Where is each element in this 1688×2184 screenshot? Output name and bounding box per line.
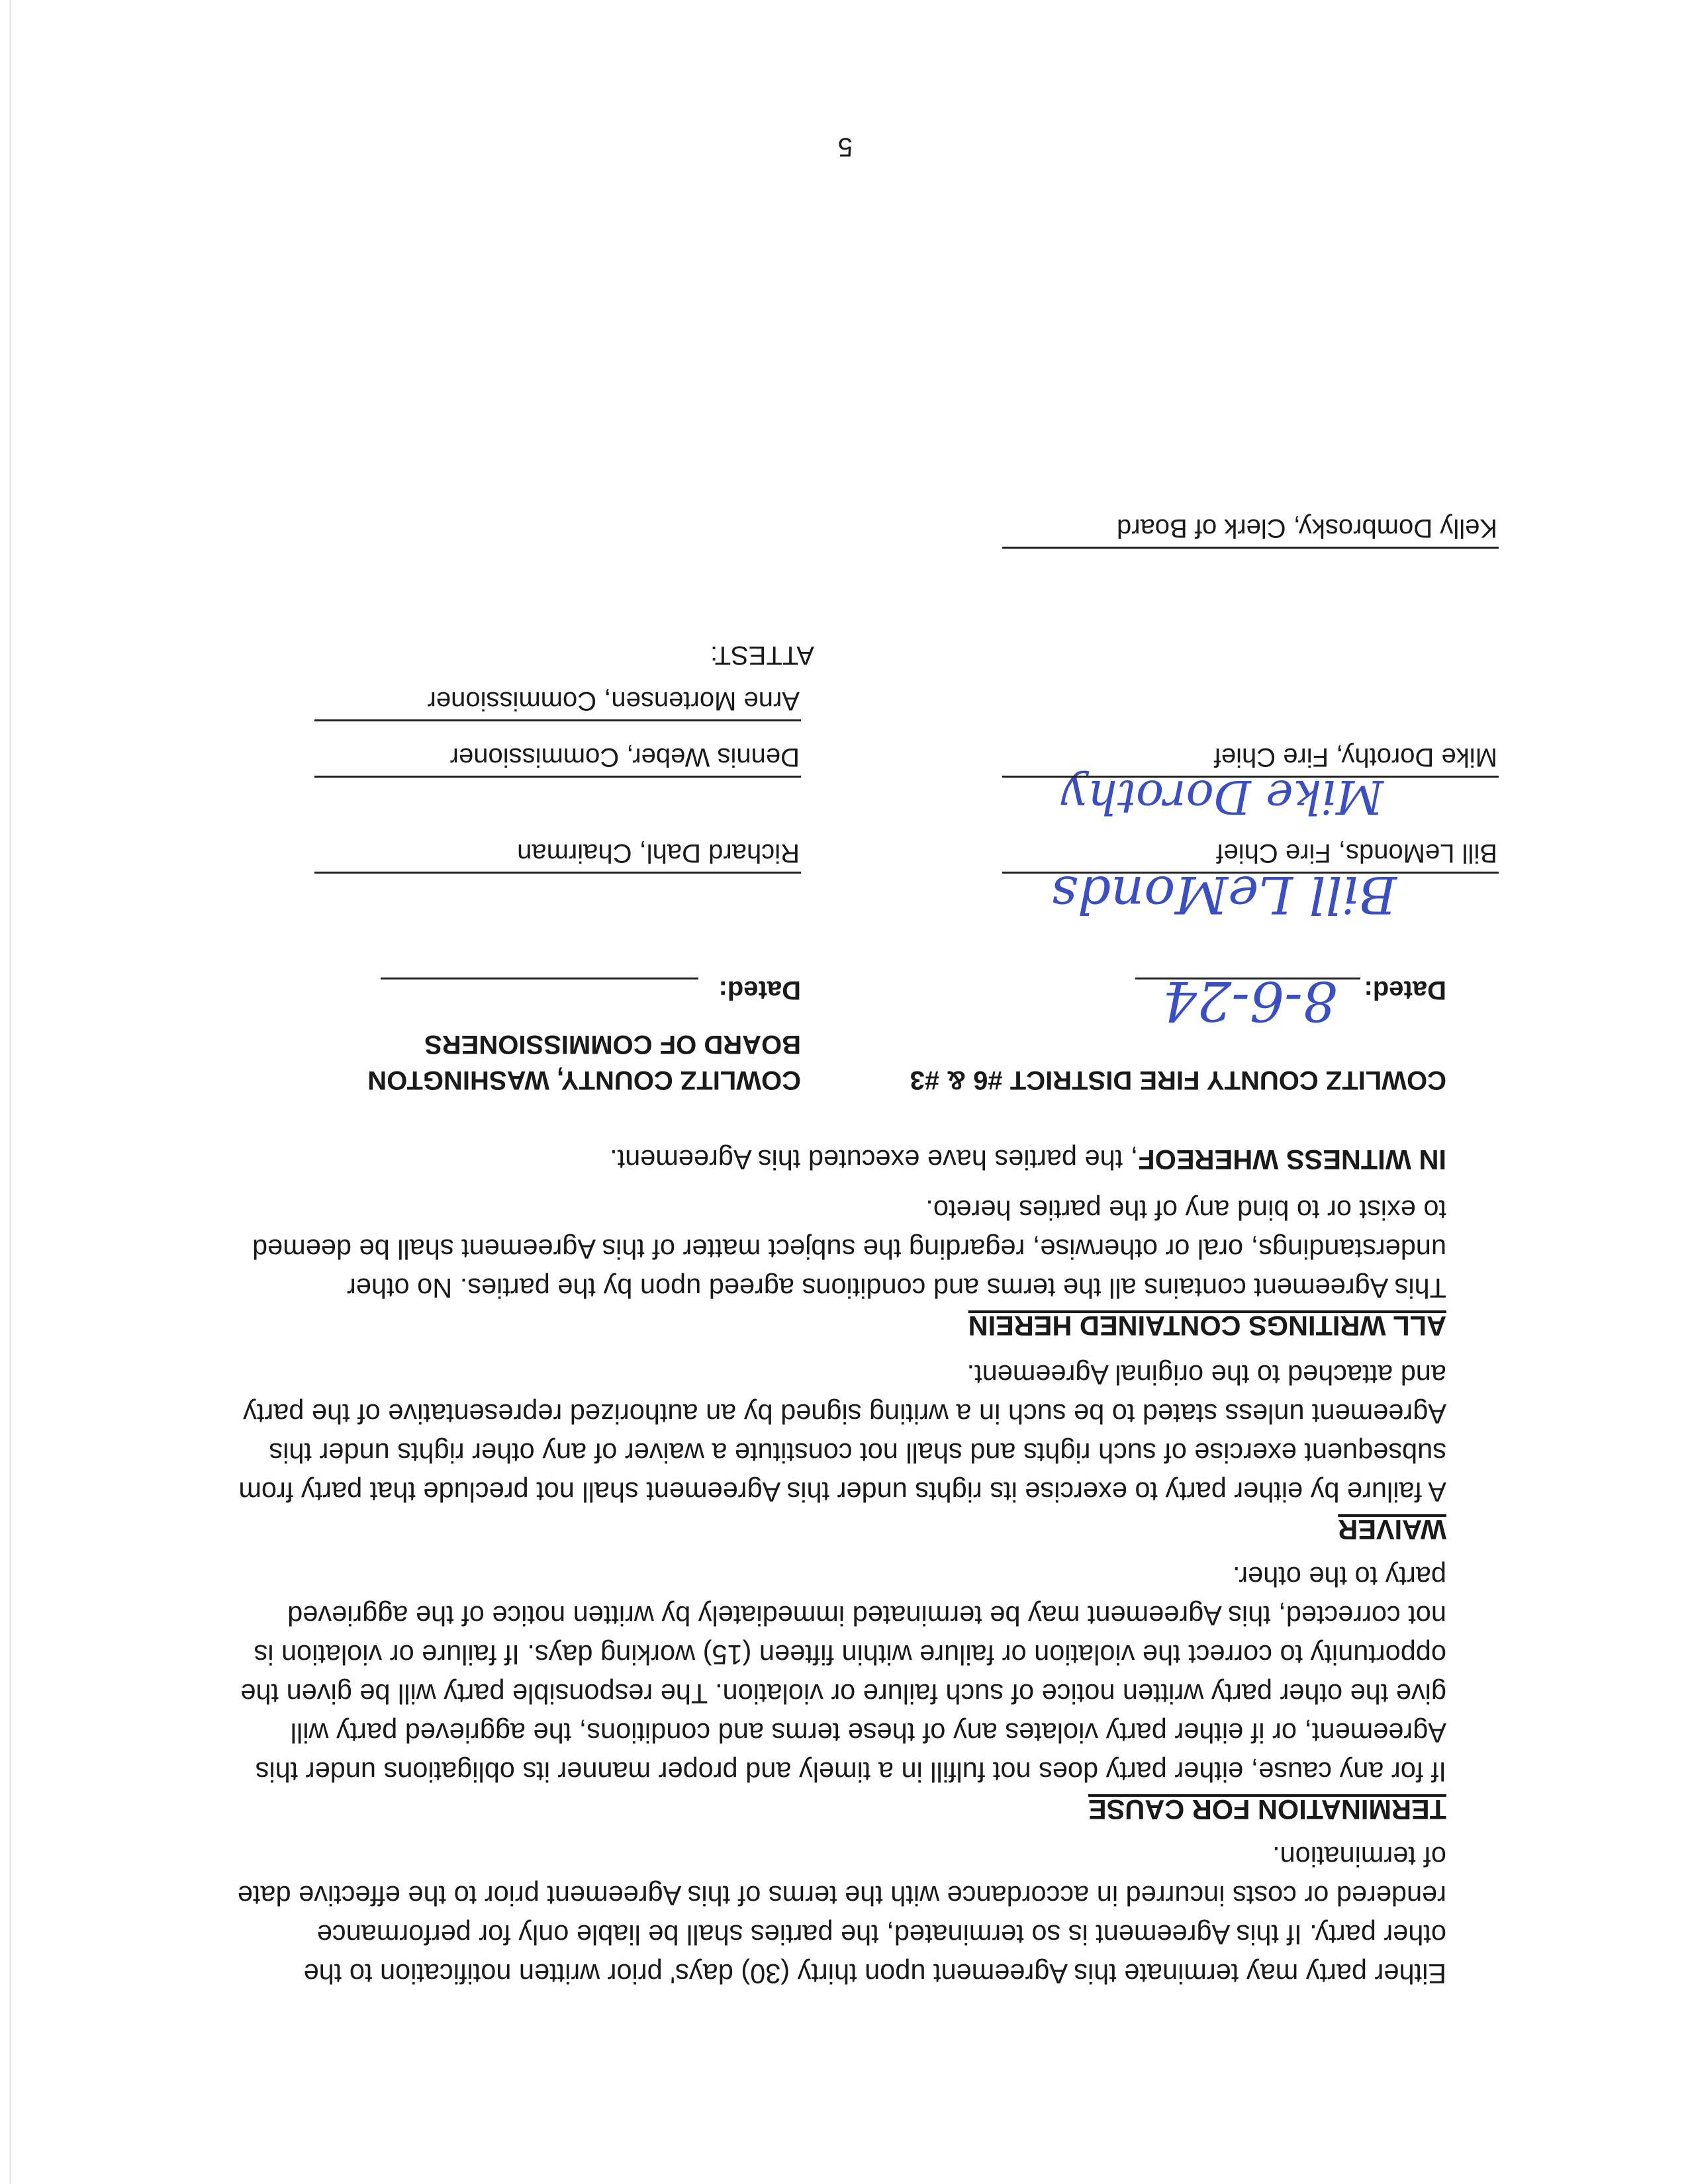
termination-paragraph: If for any cause, either party does not fulfill in a timely and proper manner its obligations under this Agreement, or if either party violates any of these terms and conditions, the aggrieved party will give the other party written notice of such failure or violation. The responsible party will be given the opportunity to correct the violation or failure within fifteen (15) working days. If failure or violation is not corrected, this Agreement may be terminated immediately by written notice of the aggrieved party to the other. <box>240 1561 1446 1788</box>
right-dated-line <box>381 978 698 979</box>
signer-dahl: Richard Dahl, Chairman <box>517 839 800 868</box>
right-column-title-2: BOARD OF COMMISSIONERS <box>424 1030 801 1059</box>
intro-paragraph: Either party may terminate this Agreement upon thirty (30) days' prior written notification to the other party. If this Agreement is so terminated, the parties shall be liable only for performance rendered or costs incurred in accordance with the terms of this Agreement prior to the effective date of termination. <box>237 1841 1446 1989</box>
all-writings-paragraph: This Agreement contains all the terms and conditions agreed upon by the parties. No other understandings, oral or otherwise, regarding the subject matter of this Agreement shall be deemed to exist or to bind any of the parties hereto. <box>252 1195 1446 1304</box>
scan-edge <box>9 0 11 2184</box>
signer-dorothy: Mike Dorothy, Fire Chief <box>1213 743 1497 772</box>
signer-dombrosky: Kelly Dombrosky, Clerk of Board <box>1117 514 1497 543</box>
signer-weber: Dennis Weber, Commissioner <box>449 743 800 772</box>
waiver-heading: WAIVER <box>1338 1514 1446 1545</box>
handwritten-signature-lemonds-text: Bill LeMonds <box>1051 864 1397 924</box>
right-column-title-1: COWLITZ COUNTY, WASHINGTON <box>367 1066 801 1095</box>
waiver-paragraph: A failure by either party to exercise its rights under this Agreement shall not preclude that party from subsequent exercise of such rights and shall not constitute a waiver of any other rights under this Agreement unless stated to be such in a writing signed by an authorized representative of the party and attached to the original Agreement. <box>238 1359 1446 1508</box>
signature-line-dahl <box>314 872 801 874</box>
left-column-title: COWLITZ COUNTY FIRE DISTRICT #6 & #3 <box>910 1066 1446 1095</box>
signature-line-dombrosky <box>1002 547 1499 549</box>
witness-statement <box>235 1140 1446 1179</box>
left-dated-label: Dated: <box>1364 976 1446 1005</box>
signer-mortensen: Arne Mortensen, Commissioner <box>427 686 800 715</box>
signature-line-dorothy <box>1002 776 1499 778</box>
right-dated-label: Dated: <box>718 976 801 1005</box>
handwritten-signature-dorothy-text: Mike Dorothy <box>1061 770 1383 824</box>
left-dated-line <box>1135 978 1360 979</box>
witness-rest: , the parties have executed this Agreement. <box>610 1144 1139 1175</box>
signature-line-lemonds <box>1002 872 1499 874</box>
signature-line-weber <box>314 776 801 778</box>
signer-lemonds: Bill LeMonds, Fire Chief <box>1216 839 1497 868</box>
handwritten-date-text: 8-6-24 <box>1162 969 1337 1032</box>
all-writings-heading: ALL WRITINGS CONTAINED HEREIN <box>968 1310 1446 1342</box>
attest-label: ATTEST: <box>710 641 814 670</box>
page-number: 5 <box>837 132 853 161</box>
witness-bold: IN WITNESS WHEREOF <box>1138 1144 1446 1175</box>
termination-heading: TERMINATION FOR CAUSE <box>1088 1794 1446 1825</box>
signature-line-mortensen <box>314 719 801 721</box>
